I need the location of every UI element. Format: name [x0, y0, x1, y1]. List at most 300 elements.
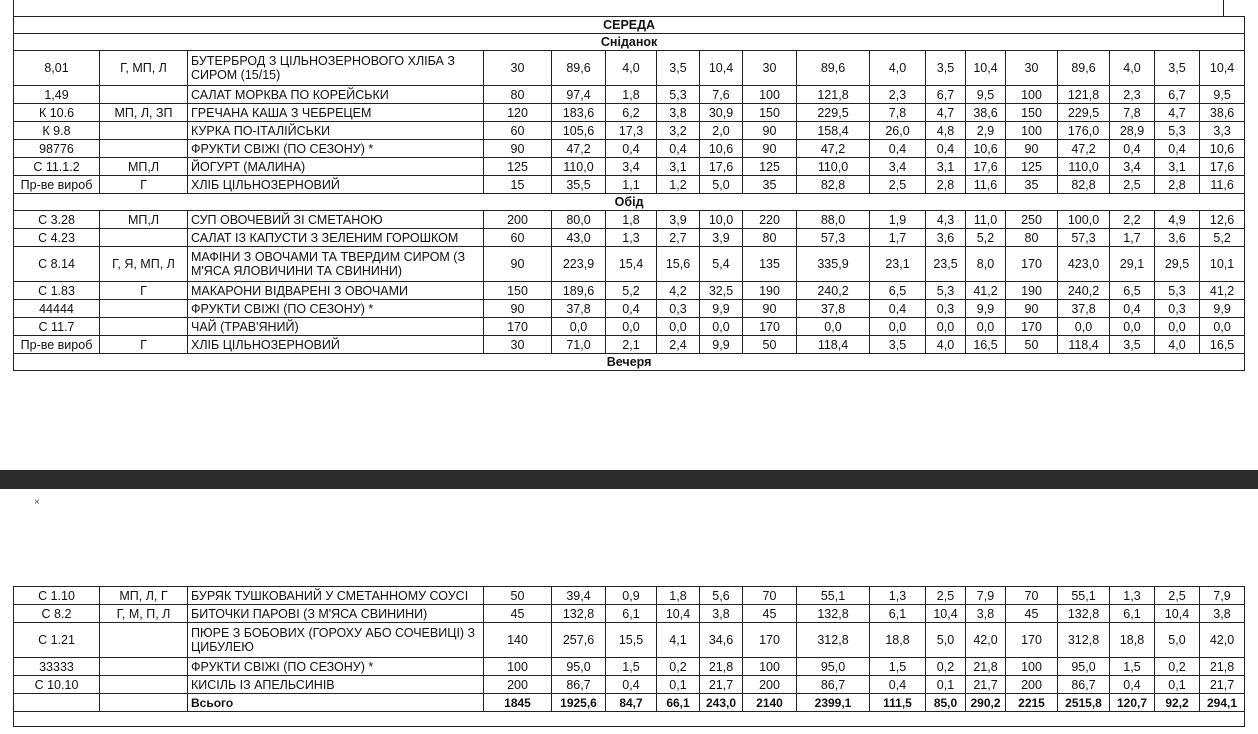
nutrition-value: 110,0 [1058, 158, 1110, 176]
nutrition-value: 60 [484, 229, 552, 247]
nutrition-value: 60 [484, 122, 552, 140]
nutrition-value: 183,6 [552, 104, 606, 122]
nutrition-value: 1,3 [1110, 587, 1155, 605]
dish-name: СУП ОВОЧЕВИЙ ЗІ СМЕТАНОЮ [188, 211, 484, 229]
meal-header [14, 34, 1245, 51]
nutrition-value: 170 [1006, 623, 1058, 658]
table-row [14, 122, 1245, 140]
dish-name: ЧАЙ (ТРАВ'ЯНИЙ) [188, 318, 484, 336]
nutrition-value: 0,4 [606, 300, 657, 318]
nutrition-value: 39,4 [552, 587, 606, 605]
nutrition-value: 45 [484, 605, 552, 623]
nutrition-value: 50 [1006, 336, 1058, 354]
nutrition-value: 120 [484, 104, 552, 122]
nutrition-value: 90 [1006, 300, 1058, 318]
total-value: 2140 [743, 694, 797, 712]
total-value: 2515,8 [1058, 694, 1110, 712]
table-row [14, 676, 1245, 694]
nutrition-value: 35,5 [552, 176, 606, 194]
nutrition-value: 200 [1006, 676, 1058, 694]
nutrition-value: 10,6 [700, 140, 743, 158]
nutrition-value: 1,5 [1110, 658, 1155, 676]
nutrition-value: 9,5 [1200, 86, 1245, 104]
nutrition-value: 4,7 [926, 104, 966, 122]
nutrition-value: 1,3 [606, 229, 657, 247]
recipe-code: С 11.7 [14, 318, 100, 336]
nutrition-value: 250 [1006, 211, 1058, 229]
allergens [100, 658, 188, 676]
nutrition-value: 118,4 [1058, 336, 1110, 354]
nutrition-value: 1,9 [870, 211, 926, 229]
nutrition-value: 21,7 [700, 676, 743, 694]
dish-name: КУРКА ПО-ІТАЛІЙСЬКИ [188, 122, 484, 140]
nutrition-value: 6,5 [1110, 282, 1155, 300]
nutrition-value: 3,5 [926, 51, 966, 86]
nutrition-value: 30 [1006, 51, 1058, 86]
nutrition-value: 1,7 [870, 229, 926, 247]
nutrition-value: 10,4 [657, 605, 700, 623]
nutrition-value: 118,4 [797, 336, 870, 354]
table-row [14, 605, 1245, 623]
nutrition-value: 10,4 [1200, 51, 1245, 86]
nutrition-value: 1,5 [606, 658, 657, 676]
nutrition-value: 100 [1006, 122, 1058, 140]
nutrition-value: 26,0 [870, 122, 926, 140]
nutrition-value: 0,0 [926, 318, 966, 336]
nutrition-value: 17,6 [966, 158, 1006, 176]
recipe-code [14, 694, 100, 712]
nutrition-value: 121,8 [797, 86, 870, 104]
nutrition-value: 5,3 [657, 86, 700, 104]
menu-table-top [13, 16, 1245, 371]
nutrition-value: 21,7 [966, 676, 1006, 694]
allergens: МП, Л, ЗП [100, 104, 188, 122]
nutrition-value: 89,6 [552, 51, 606, 86]
nutrition-value: 5,3 [926, 282, 966, 300]
scan-speck: × [34, 497, 40, 508]
total-value: 2215 [1006, 694, 1058, 712]
nutrition-value: 35 [1006, 176, 1058, 194]
nutrition-value: 37,8 [552, 300, 606, 318]
nutrition-value: 0,3 [657, 300, 700, 318]
nutrition-value: 4,0 [1155, 336, 1200, 354]
nutrition-value: 82,8 [797, 176, 870, 194]
nutrition-value: 5,2 [966, 229, 1006, 247]
nutrition-value: 2,5 [1110, 176, 1155, 194]
dish-name: ХЛІБ ЦІЛЬНОЗЕРНОВИЙ [188, 336, 484, 354]
allergens: Г [100, 176, 188, 194]
table-row [14, 336, 1245, 354]
nutrition-value: 5,3 [1155, 282, 1200, 300]
nutrition-value: 3,4 [606, 158, 657, 176]
nutrition-value: 89,6 [1058, 51, 1110, 86]
nutrition-value: 82,8 [1058, 176, 1110, 194]
nutrition-value: 158,4 [797, 122, 870, 140]
recipe-code: С 1.10 [14, 587, 100, 605]
nutrition-value: 2,8 [926, 176, 966, 194]
nutrition-value: 42,0 [1200, 623, 1245, 658]
nutrition-value: 0,4 [870, 140, 926, 158]
nutrition-value: 80,0 [552, 211, 606, 229]
nutrition-value: 3,1 [1155, 158, 1200, 176]
nutrition-value: 7,8 [1110, 104, 1155, 122]
nutrition-value: 17,3 [606, 122, 657, 140]
allergens [100, 623, 188, 658]
day-header [14, 17, 1245, 34]
nutrition-value: 1,7 [1110, 229, 1155, 247]
nutrition-value: 5,0 [700, 176, 743, 194]
total-row [14, 694, 1245, 712]
nutrition-value: 3,5 [1110, 336, 1155, 354]
nutrition-value: 0,3 [926, 300, 966, 318]
nutrition-value: 57,3 [797, 229, 870, 247]
table-row [14, 247, 1245, 282]
nutrition-value: 88,0 [797, 211, 870, 229]
nutrition-value: 3,1 [657, 158, 700, 176]
allergens: Г, МП, Л [100, 51, 188, 86]
nutrition-value: 0,2 [926, 658, 966, 676]
nutrition-value: 95,0 [797, 658, 870, 676]
nutrition-value: 140 [484, 623, 552, 658]
total-value: 120,7 [1110, 694, 1155, 712]
recipe-code: Пр-ве вироб [14, 176, 100, 194]
nutrition-value: 30 [484, 336, 552, 354]
dish-name: МАКАРОНИ ВІДВАРЕНІ З ОВОЧАМИ [188, 282, 484, 300]
recipe-code: К 10.6 [14, 104, 100, 122]
menu-page-bottom [0, 489, 1258, 734]
nutrition-value: 2,5 [1155, 587, 1200, 605]
recipe-code: 44444 [14, 300, 100, 318]
table-row [14, 623, 1245, 658]
nutrition-value: 3,5 [657, 51, 700, 86]
meal-header [14, 194, 1245, 211]
nutrition-value: 21,8 [700, 658, 743, 676]
nutrition-value: 34,6 [700, 623, 743, 658]
total-value: 85,0 [926, 694, 966, 712]
nutrition-value: 30 [743, 51, 797, 86]
nutrition-value: 43,0 [552, 229, 606, 247]
nutrition-value: 170 [484, 318, 552, 336]
nutrition-value: 38,6 [966, 104, 1006, 122]
nutrition-value: 2,9 [966, 122, 1006, 140]
empty-row [14, 712, 1245, 727]
nutrition-value: 4,0 [1110, 51, 1155, 86]
total-value: 92,2 [1155, 694, 1200, 712]
nutrition-value: 35 [743, 176, 797, 194]
allergens: МП,Л [100, 211, 188, 229]
nutrition-value: 3,4 [870, 158, 926, 176]
table-row [14, 158, 1245, 176]
nutrition-value: 4,0 [926, 336, 966, 354]
nutrition-value: 97,4 [552, 86, 606, 104]
nutrition-value: 150 [743, 104, 797, 122]
nutrition-value: 105,6 [552, 122, 606, 140]
table-row [14, 318, 1245, 336]
nutrition-value: 3,8 [700, 605, 743, 623]
nutrition-value: 5,2 [1200, 229, 1245, 247]
nutrition-value: 125 [1006, 158, 1058, 176]
nutrition-value: 257,6 [552, 623, 606, 658]
nutrition-value: 21,7 [1200, 676, 1245, 694]
allergens [100, 140, 188, 158]
nutrition-value: 4,8 [926, 122, 966, 140]
nutrition-value: 42,0 [966, 623, 1006, 658]
nutrition-value: 170 [743, 623, 797, 658]
dish-name: САЛАТ ІЗ КАПУСТИ З ЗЕЛЕНИМ ГОРОШКОМ [188, 229, 484, 247]
nutrition-value: 2,8 [1155, 176, 1200, 194]
table-top-edge [13, 0, 1224, 16]
nutrition-value: 2,2 [1110, 211, 1155, 229]
nutrition-value: 100 [743, 658, 797, 676]
nutrition-value: 80 [743, 229, 797, 247]
nutrition-value: 0,1 [1155, 676, 1200, 694]
nutrition-value: 0,4 [606, 140, 657, 158]
nutrition-value: 10,0 [700, 211, 743, 229]
nutrition-value: 229,5 [1058, 104, 1110, 122]
total-value: 66,1 [657, 694, 700, 712]
nutrition-value: 10,6 [1200, 140, 1245, 158]
nutrition-value: 10,6 [966, 140, 1006, 158]
table-row [14, 86, 1245, 104]
nutrition-value: 5,4 [700, 247, 743, 282]
nutrition-value: 17,6 [700, 158, 743, 176]
allergens [100, 676, 188, 694]
nutrition-value: 100 [1006, 658, 1058, 676]
dish-name: ФРУКТИ СВІЖІ (ПО СЕЗОНУ) * [188, 140, 484, 158]
total-value: 84,7 [606, 694, 657, 712]
table-row [14, 282, 1245, 300]
nutrition-value: 170 [1006, 247, 1058, 282]
nutrition-value: 55,1 [797, 587, 870, 605]
nutrition-value: 423,0 [1058, 247, 1110, 282]
nutrition-value: 21,8 [1200, 658, 1245, 676]
nutrition-value: 176,0 [1058, 122, 1110, 140]
nutrition-value: 125 [743, 158, 797, 176]
section-header: Сніданок [14, 34, 1245, 51]
nutrition-value: 0,2 [657, 658, 700, 676]
nutrition-value: 9,9 [966, 300, 1006, 318]
nutrition-value: 0,9 [606, 587, 657, 605]
nutrition-value: 0,3 [1155, 300, 1200, 318]
nutrition-value: 90 [484, 300, 552, 318]
nutrition-value: 10,4 [1155, 605, 1200, 623]
nutrition-value: 2,5 [926, 587, 966, 605]
nutrition-value: 50 [484, 587, 552, 605]
section-header: Обід [14, 194, 1245, 211]
nutrition-value: 15,6 [657, 247, 700, 282]
nutrition-value: 200 [743, 676, 797, 694]
nutrition-value: 0,0 [657, 318, 700, 336]
section-header: СЕРЕДА [14, 17, 1245, 34]
nutrition-value: 57,3 [1058, 229, 1110, 247]
nutrition-value: 4,2 [657, 282, 700, 300]
nutrition-value: 1,1 [606, 176, 657, 194]
table-row [14, 300, 1245, 318]
nutrition-value: 4,0 [606, 51, 657, 86]
nutrition-value: 1,8 [606, 86, 657, 104]
nutrition-value: 28,9 [1110, 122, 1155, 140]
total-label: Всього [188, 694, 484, 712]
nutrition-value: 38,6 [1200, 104, 1245, 122]
nutrition-value: 86,7 [552, 676, 606, 694]
nutrition-value: 0,4 [926, 140, 966, 158]
nutrition-value: 9,9 [700, 336, 743, 354]
nutrition-value: 9,9 [700, 300, 743, 318]
dish-name: ФРУКТИ СВІЖІ (ПО СЕЗОНУ) * [188, 300, 484, 318]
nutrition-value: 189,6 [552, 282, 606, 300]
nutrition-value: 17,6 [1200, 158, 1245, 176]
nutrition-value: 5,2 [606, 282, 657, 300]
nutrition-value: 41,2 [966, 282, 1006, 300]
nutrition-value: 2,0 [700, 122, 743, 140]
recipe-code: С 8.2 [14, 605, 100, 623]
nutrition-value: 11,6 [966, 176, 1006, 194]
nutrition-value: 7,6 [700, 86, 743, 104]
nutrition-value: 16,5 [966, 336, 1006, 354]
nutrition-value: 18,8 [870, 623, 926, 658]
nutrition-value: 21,8 [966, 658, 1006, 676]
nutrition-value: 15,4 [606, 247, 657, 282]
nutrition-value: 100 [484, 658, 552, 676]
total-value: 1845 [484, 694, 552, 712]
nutrition-value: 5,3 [1155, 122, 1200, 140]
nutrition-value: 47,2 [797, 140, 870, 158]
recipe-code: 1,49 [14, 86, 100, 104]
recipe-code: С 1.83 [14, 282, 100, 300]
nutrition-value: 0,0 [797, 318, 870, 336]
nutrition-value: 4,7 [1155, 104, 1200, 122]
nutrition-value: 89,6 [797, 51, 870, 86]
nutrition-value: 16,5 [1200, 336, 1245, 354]
dish-name: ПЮРЕ З БОБОВИХ (ГОРОХУ АБО СОЧЕВИЦІ) З ЦИБУЛЕЮ [188, 623, 484, 658]
nutrition-value: 0,0 [1110, 318, 1155, 336]
nutrition-value: 47,2 [552, 140, 606, 158]
nutrition-value: 30,9 [700, 104, 743, 122]
page-separator [0, 470, 1258, 489]
nutrition-value: 132,8 [1058, 605, 1110, 623]
nutrition-value: 90 [484, 140, 552, 158]
nutrition-value: 5,0 [1155, 623, 1200, 658]
table-row [14, 229, 1245, 247]
nutrition-value: 41,2 [1200, 282, 1245, 300]
nutrition-value: 0,2 [1155, 658, 1200, 676]
allergens: Г, Я, МП, Л [100, 247, 188, 282]
nutrition-value: 0,4 [870, 676, 926, 694]
nutrition-value: 220 [743, 211, 797, 229]
nutrition-value: 0,0 [1058, 318, 1110, 336]
nutrition-value: 0,1 [657, 676, 700, 694]
nutrition-value: 121,8 [1058, 86, 1110, 104]
nutrition-value: 15,5 [606, 623, 657, 658]
dish-name: МАФІНИ З ОВОЧАМИ ТА ТВЕРДИМ СИРОМ (З М'ЯСА ЯЛОВИЧИНИ ТА СВИНИНИ) [188, 247, 484, 282]
recipe-code: С 1.21 [14, 623, 100, 658]
nutrition-value: 190 [743, 282, 797, 300]
nutrition-value: 3,6 [926, 229, 966, 247]
nutrition-value: 150 [1006, 104, 1058, 122]
nutrition-value: 135 [743, 247, 797, 282]
nutrition-value: 3,5 [870, 336, 926, 354]
nutrition-value: 6,1 [870, 605, 926, 623]
nutrition-value: 240,2 [1058, 282, 1110, 300]
allergens [100, 694, 188, 712]
nutrition-value: 0,4 [606, 676, 657, 694]
nutrition-value: 3,3 [1200, 122, 1245, 140]
nutrition-value: 1,8 [657, 587, 700, 605]
nutrition-value: 6,2 [606, 104, 657, 122]
meal-header [14, 354, 1245, 371]
nutrition-value: 4,0 [870, 51, 926, 86]
nutrition-value: 10,4 [700, 51, 743, 86]
nutrition-value: 200 [484, 676, 552, 694]
recipe-code: С 10.10 [14, 676, 100, 694]
nutrition-value: 240,2 [797, 282, 870, 300]
dish-name: ЙОГУРТ (МАЛИНА) [188, 158, 484, 176]
nutrition-value: 312,8 [797, 623, 870, 658]
nutrition-value: 29,1 [1110, 247, 1155, 282]
dish-name: ХЛІБ ЦІЛЬНОЗЕРНОВИЙ [188, 176, 484, 194]
nutrition-value: 6,1 [606, 605, 657, 623]
nutrition-value: 90 [743, 300, 797, 318]
nutrition-value: 5,0 [926, 623, 966, 658]
nutrition-value: 3,9 [657, 211, 700, 229]
table-row [14, 176, 1245, 194]
nutrition-value: 3,8 [966, 605, 1006, 623]
nutrition-value: 90 [743, 122, 797, 140]
nutrition-value: 0,0 [606, 318, 657, 336]
nutrition-value: 170 [1006, 318, 1058, 336]
nutrition-value: 2,4 [657, 336, 700, 354]
nutrition-value: 100 [1006, 86, 1058, 104]
nutrition-value: 0,0 [1155, 318, 1200, 336]
nutrition-value: 70 [1006, 587, 1058, 605]
recipe-code: 33333 [14, 658, 100, 676]
nutrition-value: 45 [743, 605, 797, 623]
nutrition-value: 86,7 [797, 676, 870, 694]
nutrition-value: 4,1 [657, 623, 700, 658]
nutrition-value: 0,4 [1155, 140, 1200, 158]
nutrition-value: 55,1 [1058, 587, 1110, 605]
nutrition-value: 0,0 [700, 318, 743, 336]
nutrition-value: 90 [743, 140, 797, 158]
allergens [100, 318, 188, 336]
recipe-code: Пр-ве вироб [14, 336, 100, 354]
nutrition-value: 2,3 [870, 86, 926, 104]
nutrition-value: 100 [743, 86, 797, 104]
allergens: Г, М, П, Л [100, 605, 188, 623]
table-row [14, 211, 1245, 229]
total-value: 243,0 [700, 694, 743, 712]
nutrition-value: 335,9 [797, 247, 870, 282]
nutrition-value: 6,1 [1110, 605, 1155, 623]
nutrition-value: 90 [484, 247, 552, 282]
empty-cell [14, 712, 1245, 727]
nutrition-value: 5,6 [700, 587, 743, 605]
total-value: 2399,1 [797, 694, 870, 712]
allergens [100, 86, 188, 104]
nutrition-value: 1,3 [870, 587, 926, 605]
table-row [14, 140, 1245, 158]
recipe-code: 8,01 [14, 51, 100, 86]
nutrition-value: 9,5 [966, 86, 1006, 104]
allergens: Г [100, 282, 188, 300]
nutrition-value: 37,8 [797, 300, 870, 318]
nutrition-value: 18,8 [1110, 623, 1155, 658]
recipe-code: С 4.23 [14, 229, 100, 247]
nutrition-value: 132,8 [552, 605, 606, 623]
nutrition-value: 47,2 [1058, 140, 1110, 158]
nutrition-value: 0,0 [552, 318, 606, 336]
nutrition-value: 80 [1006, 229, 1058, 247]
